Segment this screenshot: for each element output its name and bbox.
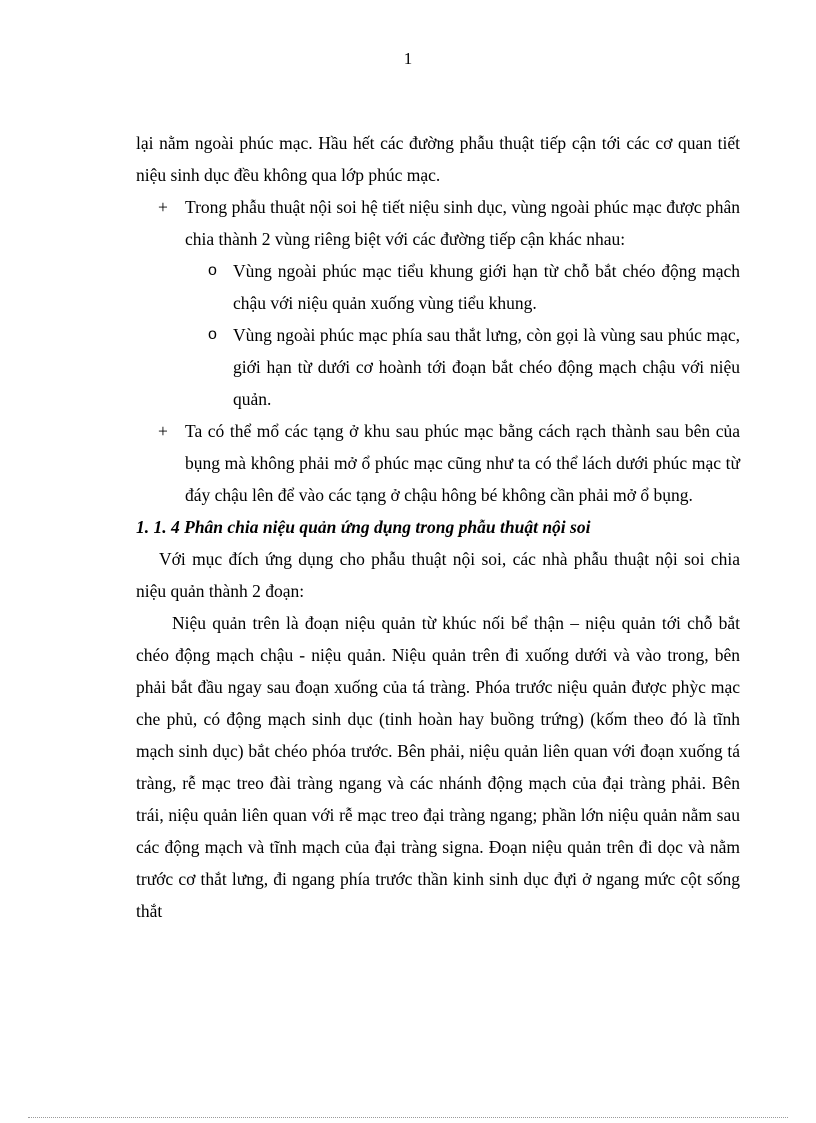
bullet-item (136, 191, 740, 255)
sub-bullet-item (136, 319, 740, 415)
sub-bullet-text: Vùng ngoài phúc mạc phía sau thắt lưng, còn gọi là vùng sau phúc mạc, giới hạn từ dưới cơ hoành tới đoạn bắt chéo động mạch chậu với niệu quản. (233, 325, 740, 409)
sub-bullet-text: Vùng ngoài phúc mạc tiểu khung giới hạn từ chỗ bắt chéo động mạch chậu với niệu quản xuống vùng tiểu khung. (233, 261, 740, 313)
section-heading: 1. 1. 4 Phân chia niệu quản ứng dụng trong phẫu thuật nội soi (136, 517, 591, 537)
circle-bullet-icon: o (208, 262, 217, 279)
plus-bullet-icon: + (158, 197, 168, 217)
plus-bullet-icon: + (158, 421, 168, 441)
bullet-text: Ta có thể mổ các tạng ở khu sau phúc mạc bằng cách rạch thành sau bên của bụng mà không phải mở ổ phúc mạc cũng như ta có thể lách dưới phúc mạc từ đáy chậu lên để vào các tạng ở chậu hông bé không cần phải mở ổ bụng. (185, 421, 740, 505)
sub-bullet-item (136, 255, 740, 319)
paragraph-division: Với mục đích ứng dụng cho phẫu thuật nội soi, các nhà phẫu thuật nội soi chia niệu quản thành 2 đoạn: (136, 549, 740, 601)
document-body (136, 127, 740, 927)
paragraph-upper-ureter: Niệu quản trên là đoạn niệu quản từ khúc nối bể thận – niệu quản tới chỗ bắt chéo động mạch chậu - niệu quản. Niệu quản trên đi xuống dưới và vào trong, bên phải bắt đầu ngay sau đoạn xuống của tá tràng. Phóa trước niệu quản được phỳc mạc che phủ, có động mạch sinh dục (tinh hoàn hay buồng trứng) (kốm theo đó là tĩnh mạch sinh dục) bắt chéo phóa trước. Bên phải, niệu quản liên quan với đoạn xuống tá tràng, rễ mạc treo đài tràng ngang và các nhánh động mạch của đại tràng phải. Bên trái, niệu quản liên quan với rễ mạc treo đại tràng ngang; phần lớn niệu quản nằm sau các động mạch và tĩnh mạch của đại tràng signa. Đoạn niệu quản trên đi dọc và nằm trước cơ thắt lưng, đi ngang phía trước thần kinh sinh dục đựi ở ngang mức cột sống thắt (136, 613, 740, 921)
bullet-item (136, 415, 740, 511)
page-number: 1 (403, 49, 413, 68)
footer-divider (28, 1117, 788, 1118)
bullet-text: Trong phẫu thuật nội soi hệ tiết niệu sinh dục, vùng ngoài phúc mạc được phân chia thành 2 vùng riêng biệt với các đường tiếp cận khác nhau: (185, 197, 740, 249)
circle-bullet-icon: o (208, 326, 217, 343)
paragraph-intro: lại nằm ngoài phúc mạc. Hầu hết các đường phẫu thuật tiếp cận tới các cơ quan tiết niệu sinh dục đều không qua lớp phúc mạc. (136, 133, 740, 185)
